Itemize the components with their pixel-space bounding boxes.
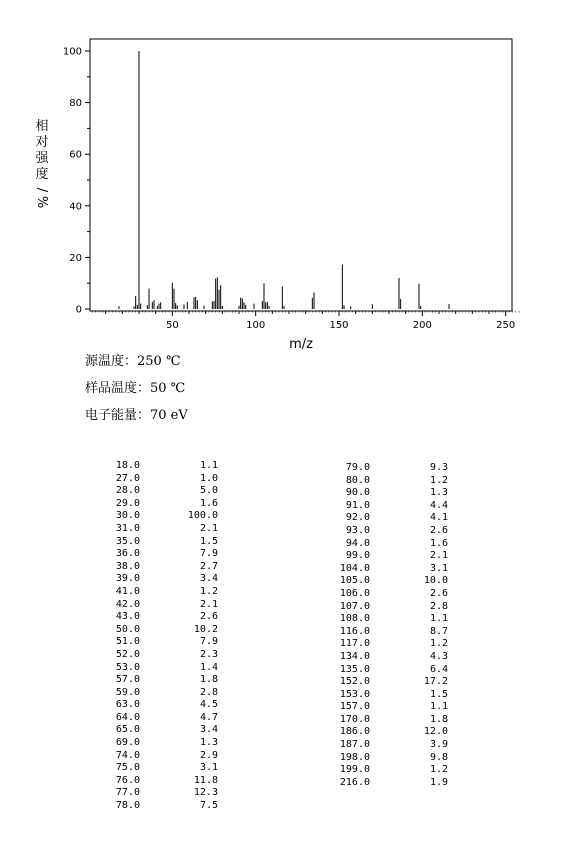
intensity-value: 1.8 — [199, 674, 218, 686]
table-row — [330, 613, 448, 626]
table-row — [100, 800, 218, 813]
mz-value: 39.0 — [115, 573, 140, 585]
y-tick-label: 40 — [69, 201, 82, 213]
mz-value: 38.0 — [115, 560, 140, 572]
intensity-value: 1.8 — [429, 713, 448, 725]
mz-value: 52.0 — [115, 648, 140, 660]
x-axis-ticks — [92, 311, 519, 331]
x-tick-label: 250 — [496, 320, 516, 331]
table-row — [330, 651, 448, 664]
spectrum-bars — [119, 51, 449, 309]
mz-value: 105.0 — [339, 575, 370, 587]
intensity-value: 1.0 — [199, 472, 218, 484]
intensity-value: 9.8 — [429, 751, 448, 763]
mz-value: 18.0 — [115, 460, 140, 471]
mz-value: 80.0 — [345, 474, 370, 486]
table-row — [330, 664, 448, 677]
mz-value: 106.0 — [339, 587, 370, 599]
intensity-value: 7.5 — [199, 800, 218, 812]
intensity-value: 11.8 — [193, 774, 218, 786]
intensity-value: 4.4 — [429, 499, 448, 511]
table-row — [100, 662, 218, 675]
x-axis-label: m/z — [289, 337, 313, 352]
intensity-value: 2.7 — [199, 560, 218, 572]
table-row — [100, 775, 218, 788]
intensity-value: 5.0 — [199, 485, 218, 497]
intensity-value: 4.1 — [429, 512, 448, 524]
table-row — [100, 599, 218, 612]
sample-temperature: 样品温度：50 ℃ — [85, 381, 186, 396]
intensity-value: 1.3 — [199, 737, 218, 749]
table-row — [330, 601, 448, 614]
mz-value: 186.0 — [339, 726, 370, 738]
intensity-value: 10.0 — [423, 575, 448, 587]
mz-value: 108.0 — [339, 613, 370, 625]
peak-table-right — [330, 462, 448, 789]
plot-frame — [90, 39, 512, 311]
mz-value: 199.0 — [339, 764, 370, 776]
mz-value: 29.0 — [115, 497, 140, 509]
intensity-value: 7.9 — [199, 548, 218, 560]
table-row — [330, 512, 448, 525]
table-row — [100, 737, 218, 750]
intensity-value: 2.8 — [429, 600, 448, 612]
intensity-value: 1.9 — [429, 776, 448, 788]
x-tick-label: 100 — [246, 320, 266, 331]
intensity-value: 1.6 — [199, 497, 218, 509]
intensity-value: 1.2 — [199, 585, 218, 597]
source-temperature: 源温度：250 ℃ — [85, 354, 181, 369]
table-row — [100, 762, 218, 775]
mz-value: 79.0 — [345, 462, 370, 473]
table-row — [330, 525, 448, 538]
intensity-value: 1.6 — [429, 537, 448, 549]
mz-value: 28.0 — [115, 485, 140, 497]
mz-value: 99.0 — [345, 550, 370, 562]
y-label-char: % — [34, 195, 49, 209]
intensity-value: 1.1 — [429, 613, 448, 625]
table-row — [100, 485, 218, 498]
y-tick-label: 80 — [69, 98, 82, 110]
intensity-value: 4.7 — [199, 711, 218, 723]
intensity-value: 1.4 — [199, 661, 218, 673]
intensity-value: 9.3 — [429, 462, 448, 473]
mz-value: 93.0 — [345, 524, 370, 536]
mz-value: 153.0 — [339, 688, 370, 700]
intensity-value: 4.5 — [199, 699, 218, 711]
x-tick-label: 150 — [329, 320, 349, 331]
mz-value: 135.0 — [339, 663, 370, 675]
intensity-value: 1.1 — [429, 701, 448, 713]
intensity-value: 3.1 — [199, 762, 218, 774]
y-tick-label: 0 — [75, 304, 82, 316]
mz-value: 42.0 — [115, 598, 140, 610]
mz-value: 198.0 — [339, 751, 370, 763]
table-row — [330, 714, 448, 727]
mz-value: 91.0 — [345, 499, 370, 511]
intensity-value: 2.6 — [429, 587, 448, 599]
intensity-value: 100.0 — [187, 510, 218, 522]
table-row — [330, 689, 448, 702]
intensity-value: 7.9 — [199, 636, 218, 648]
table-row — [330, 563, 448, 576]
mz-value: 157.0 — [339, 701, 370, 713]
mz-value: 41.0 — [115, 585, 140, 597]
table-row — [330, 764, 448, 777]
table-row — [100, 636, 218, 649]
table-row — [330, 500, 448, 513]
mz-value: 65.0 — [115, 724, 140, 736]
mz-value: 30.0 — [115, 510, 140, 522]
table-row — [100, 573, 218, 586]
intensity-value: 2.9 — [199, 749, 218, 761]
table-row — [100, 699, 218, 712]
table-row — [330, 538, 448, 551]
mz-value: 64.0 — [115, 711, 140, 723]
intensity-value: 2.6 — [199, 611, 218, 623]
intensity-value: 1.2 — [429, 638, 448, 650]
intensity-value: 1.1 — [199, 460, 218, 471]
intensity-value: 3.4 — [199, 724, 218, 736]
table-row — [330, 638, 448, 651]
x-tick-label: 200 — [412, 320, 432, 331]
mz-value: 187.0 — [339, 739, 370, 751]
mz-value: 57.0 — [115, 674, 140, 686]
table-row — [100, 498, 218, 511]
x-tick-label: 50 — [165, 320, 179, 331]
table-row — [100, 561, 218, 574]
intensity-value: 1.5 — [429, 688, 448, 700]
mz-value: 134.0 — [339, 650, 370, 662]
intensity-value: 8.7 — [429, 625, 448, 637]
table-row — [100, 624, 218, 637]
table-row — [100, 510, 218, 523]
y-label-char: 强 — [35, 151, 49, 166]
mz-value: 63.0 — [115, 699, 140, 711]
mz-value: 76.0 — [115, 774, 140, 786]
table-row — [100, 611, 218, 624]
table-row — [100, 712, 218, 725]
intensity-value: 10.2 — [193, 623, 218, 635]
intensity-value: 3.9 — [429, 739, 448, 751]
mz-value: 107.0 — [339, 600, 370, 612]
intensity-value: 1.3 — [429, 487, 448, 499]
y-tick-label: 20 — [69, 252, 82, 264]
table-row — [100, 548, 218, 561]
mz-value: 104.0 — [339, 562, 370, 574]
table-row — [330, 676, 448, 689]
mz-value: 152.0 — [339, 676, 370, 688]
table-row — [100, 473, 218, 486]
table-row — [100, 724, 218, 737]
intensity-value: 2.8 — [199, 686, 218, 698]
table-row — [100, 586, 218, 599]
table-row — [330, 626, 448, 639]
table-row — [330, 701, 448, 714]
mz-value: 92.0 — [345, 512, 370, 524]
y-label-char: / — [34, 187, 49, 193]
table-row — [100, 787, 218, 800]
intensity-value: 2.3 — [199, 648, 218, 660]
electron-energy: 电子能量：70 eV — [85, 408, 188, 423]
mz-value: 35.0 — [115, 535, 140, 547]
mz-value: 31.0 — [115, 522, 140, 534]
mz-value: 36.0 — [115, 548, 140, 560]
table-row — [330, 462, 448, 475]
table-row — [330, 726, 448, 739]
table-row — [100, 674, 218, 687]
y-label-char: 度 — [35, 167, 49, 182]
intensity-value: 12.0 — [423, 726, 448, 738]
y-tick-label: 100 — [62, 46, 82, 58]
mz-value: 78.0 — [115, 800, 140, 812]
mz-value: 90.0 — [345, 487, 370, 499]
mz-value: 53.0 — [115, 661, 140, 673]
intensity-value: 2.1 — [199, 522, 218, 534]
mz-value: 50.0 — [115, 623, 140, 635]
table-row — [330, 575, 448, 588]
y-label-char: 相 — [35, 119, 49, 134]
table-row — [100, 649, 218, 662]
table-row — [100, 523, 218, 536]
table-row — [330, 475, 448, 488]
intensity-value: 3.1 — [429, 562, 448, 574]
y-axis-ticks — [63, 47, 90, 316]
mz-value: 69.0 — [115, 737, 140, 749]
table-row — [330, 487, 448, 500]
intensity-value: 3.4 — [199, 573, 218, 585]
mz-value: 59.0 — [115, 686, 140, 698]
table-row — [330, 550, 448, 563]
intensity-value: 2.1 — [429, 550, 448, 562]
mass-spectrum-chart — [0, 0, 570, 360]
intensity-value: 6.4 — [429, 663, 448, 675]
table-row — [100, 687, 218, 700]
mz-value: 170.0 — [339, 713, 370, 725]
intensity-value: 1.5 — [199, 535, 218, 547]
intensity-value: 1.2 — [429, 764, 448, 776]
table-row — [330, 739, 448, 752]
intensity-value: 2.6 — [429, 524, 448, 536]
intensity-value: 4.3 — [429, 650, 448, 662]
intensity-value: 1.2 — [429, 474, 448, 486]
y-tick-label: 60 — [69, 149, 82, 161]
mz-value: 77.0 — [115, 787, 140, 799]
mz-value: 94.0 — [345, 537, 370, 549]
y-label-char: 对 — [35, 135, 49, 150]
table-row — [100, 460, 218, 473]
mz-value: 216.0 — [339, 776, 370, 788]
table-row — [100, 750, 218, 763]
mz-value: 51.0 — [115, 636, 140, 648]
table-row — [330, 588, 448, 601]
mz-value: 74.0 — [115, 749, 140, 761]
table-row — [330, 752, 448, 765]
y-axis-label — [34, 118, 49, 208]
intensity-value: 2.1 — [199, 598, 218, 610]
intensity-value: 12.3 — [193, 787, 218, 799]
intensity-value: 17.2 — [423, 676, 448, 688]
mz-value: 117.0 — [339, 638, 370, 650]
mz-value: 116.0 — [339, 625, 370, 637]
mz-value: 43.0 — [115, 611, 140, 623]
table-row — [330, 777, 448, 790]
mz-value: 27.0 — [115, 472, 140, 484]
table-row — [100, 536, 218, 549]
mz-value: 75.0 — [115, 762, 140, 774]
peak-table-left — [100, 460, 218, 813]
